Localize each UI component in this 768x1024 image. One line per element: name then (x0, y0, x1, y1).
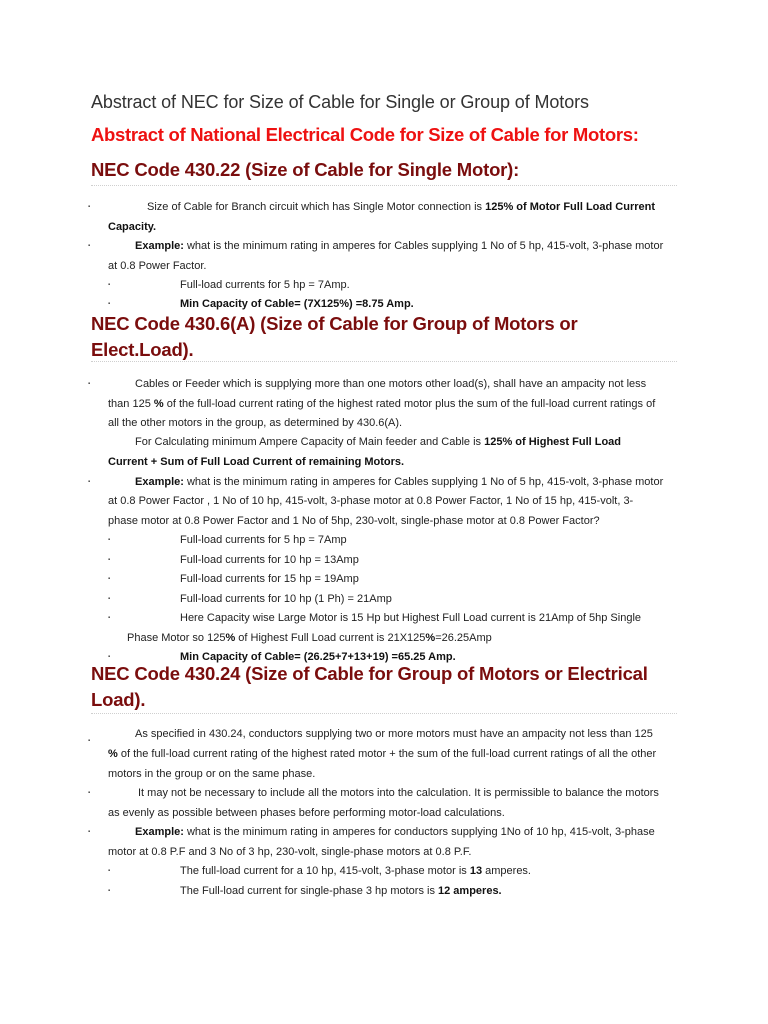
list-item: It may not be necessary to include all the motors into the calculation. It is permissible to balance the motors (138, 787, 659, 799)
list-bullet: ▪ (108, 557, 111, 563)
list-bullet: ▪ (108, 576, 111, 582)
list-item-continuation: Capacity. (108, 221, 157, 233)
sub-list-item: Full-load currents for 10 hp = 13Amp (180, 554, 359, 566)
list-bullet: ▪ (108, 654, 111, 660)
document-title: Abstract of NEC for Size of Cable for Single or Group of Motors (91, 92, 589, 112)
list-bullet: ▪ (88, 479, 91, 485)
list-bullet: ▪ (88, 738, 91, 744)
list-item-continuation: at 0.8 Power Factor , 1 No of 10 hp, 415-volt, 3-phase motor at 0.8 Power Factor, 1 No of 15 hp, 415-volt, 3- (108, 495, 634, 507)
section-heading-430-6a: NEC Code 430.6(A) (Size of Cable for Group of Motors or Elect.Load). (91, 313, 578, 360)
list-bullet: ▪ (108, 301, 111, 307)
list-item-continuation: % of the full-load current rating of the highest rated motor + the sum of the full-load current ratings of all the other (108, 748, 657, 760)
list-bullet: ▪ (88, 381, 91, 387)
sub-list-item: Full-load currents for 10 hp (1 Ph) = 21Amp (180, 593, 392, 605)
list-bullet: ▪ (108, 615, 111, 621)
sub-list-item-continuation: Phase Motor so 125% of Highest Full Load current is 21X125%=26.25Amp (127, 632, 492, 644)
sub-list-item: The full-load current for a 10 hp, 415-volt, 3-phase motor is 13 amperes. (180, 865, 531, 877)
sub-list-item: The Full-load current for single-phase 3 hp motors is 12 amperes. (180, 885, 502, 897)
list-item: For Calculating minimum Ampere Capacity of Main feeder and Cable is 125% of Highest Full Load (135, 436, 622, 448)
list-item-continuation: at 0.8 Power Factor. (108, 260, 207, 272)
sub-list-item: Here Capacity wise Large Motor is 15 Hp but Highest Full Load current is 21Amp of 5hp Single (180, 612, 642, 624)
section-heading-430-24: NEC Code 430.24 (Size of Cable for Group of Motors or Electrical Load). (91, 663, 648, 710)
section-divider (91, 713, 677, 714)
sub-list-item: Full-load currents for 5 hp = 7Amp (180, 534, 347, 546)
list-bullet: ▪ (88, 204, 91, 210)
section-divider (91, 361, 677, 362)
list-bullet: ▪ (88, 243, 91, 249)
list-item: As specified in 430.24, conductors supplying two or more motors must have an ampacity not less than 125 (135, 728, 653, 740)
list-item-continuation: phase motor at 0.8 Power Factor and 1 No of 5hp, 230-volt, single-phase motor at 0.8 Power Factor? (108, 515, 600, 527)
list-bullet: ▪ (88, 790, 91, 796)
sub-list-item: Min Capacity of Cable= (26.25+7+13+19) =65.25 Amp. (180, 651, 456, 663)
list-item: Size of Cable for Branch circuit which has Single Motor connection is 125% of Motor Full Load Current (147, 201, 656, 213)
list-bullet: ▪ (108, 868, 111, 874)
list-item-continuation: motors in the group or on the same phase. (108, 768, 316, 780)
list-bullet: ▪ (88, 829, 91, 835)
list-item-continuation: Current + Sum of Full Load Current of remaining Motors. (108, 456, 405, 468)
list-item-continuation: all the other motors in the group, as determined by 430.6(A). (108, 417, 403, 429)
list-bullet: ▪ (108, 596, 111, 602)
list-item-continuation: as evenly as possible between phases before performing motor-load calculations. (108, 807, 505, 819)
list-bullet: ▪ (108, 537, 111, 543)
list-bullet: ▪ (108, 282, 111, 288)
list-item: Example: what is the minimum rating in amperes for Cables supplying 1 No of 5 hp, 415-volt, 3-phase motor (135, 240, 664, 252)
list-item: Example: what is the minimum rating in amperes for conductors supplying 1No of 10 hp, 415-volt, 3-phase (135, 826, 655, 838)
list-item-continuation: than 125 % of the full-load current rating of the highest rated motor plus the sum of the full-load current ratings of (108, 398, 656, 410)
section-divider (91, 185, 677, 186)
sub-list-item: Full-load currents for 15 hp = 19Amp (180, 573, 359, 585)
sub-list-item: Full-load currents for 5 hp = 7Amp. (180, 279, 350, 291)
list-item-continuation: motor at 0.8 P.F and 3 No of 3 hp, 230-volt, single-phase motors at 0.8 P.F. (108, 846, 472, 858)
list-bullet: ▪ (108, 888, 111, 894)
main-heading: Abstract of National Electrical Code for Size of Cable for Motors: (91, 124, 639, 145)
section-heading-430-22: NEC Code 430.22 (Size of Cable for Single Motor): (91, 159, 520, 180)
sub-list-item: Min Capacity of Cable= (7X125%) =8.75 Amp. (180, 298, 414, 310)
list-item: Cables or Feeder which is supplying more than one motors other load(s), shall have an ampacity not less (135, 378, 647, 390)
list-item: Example: what is the minimum rating in amperes for Cables supplying 1 No of 5 hp, 415-volt, 3-phase motor (135, 476, 664, 488)
